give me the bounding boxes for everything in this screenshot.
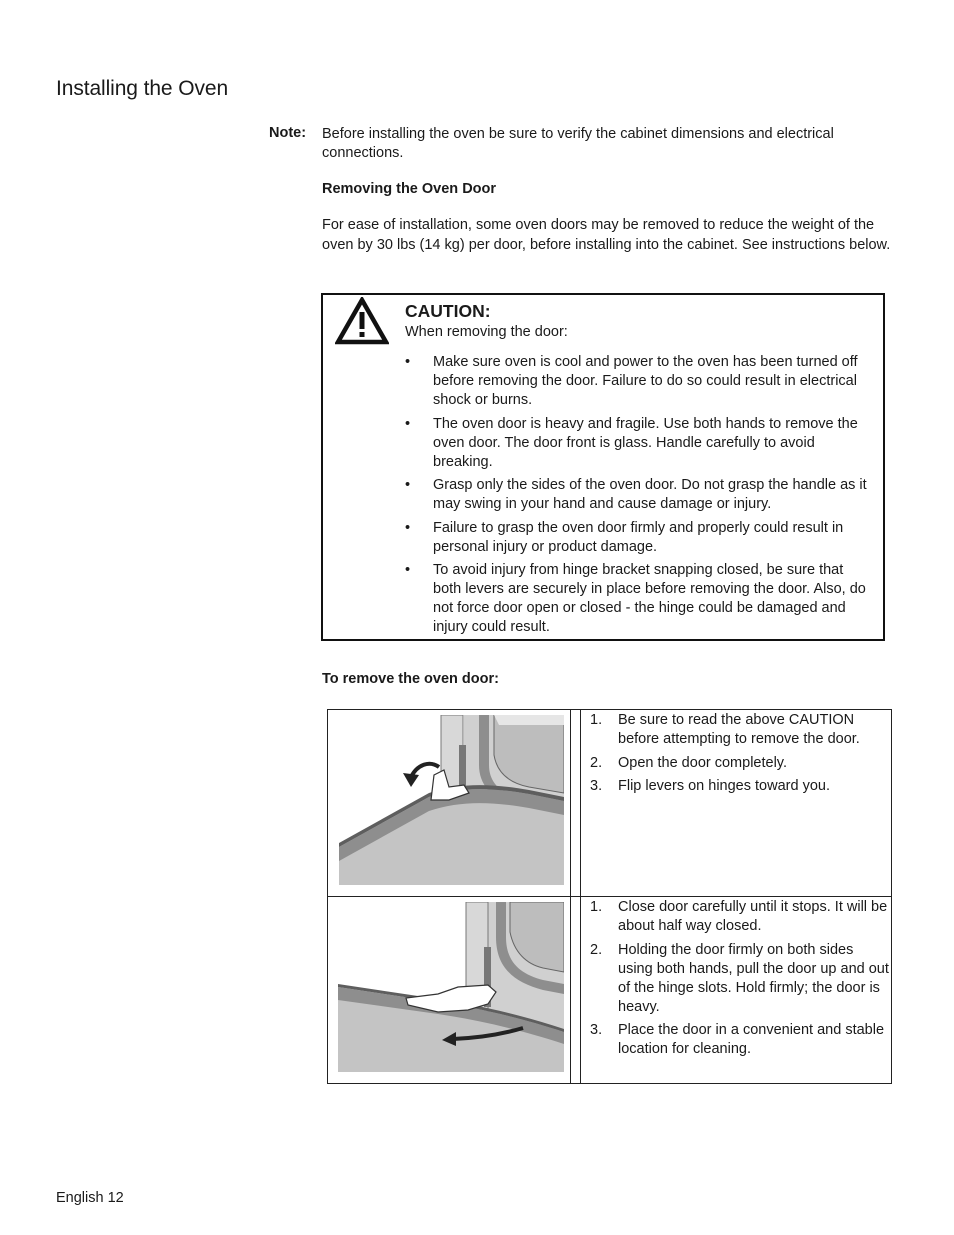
- caution-item: [405, 519, 875, 557]
- bullet: •: [405, 415, 411, 432]
- page-footer: English 12: [56, 1190, 124, 1206]
- caution-box: [321, 293, 885, 641]
- step-text: Close door carefully until it stops. It will be about half way closed.: [618, 899, 888, 934]
- step-number: 1.: [590, 899, 603, 915]
- caution-list: [405, 353, 875, 642]
- caution-title: CAUTION:: [405, 301, 491, 321]
- step-number: 2.: [590, 941, 603, 958]
- caution-subtitle: When removing the door:: [405, 324, 568, 340]
- step-text: Flip levers on hinges toward you.: [618, 778, 830, 794]
- step-text: Open the door completely.: [618, 754, 787, 771]
- step-text: Be sure to read the above CAUTION before attempting to remove the door.: [618, 712, 860, 747]
- remove-door-heading: To remove the oven door:: [322, 671, 499, 687]
- steps-table: [327, 709, 892, 1084]
- caution-item-text: Failure to grasp the oven door firmly and properly could result in personal injury or product damage.: [433, 519, 844, 555]
- step-list-1: [590, 711, 890, 801]
- warning-triangle-icon: [335, 297, 389, 345]
- list-item: [590, 711, 890, 749]
- caution-item-text: To avoid injury from hinge bracket snapping closed, be sure that both levers are securely in place before removing the door. Also, do not force door open or closed - the hinge could be damaged and injury could result.: [433, 562, 866, 635]
- list-item: [590, 754, 890, 773]
- caution-item-text: Make sure oven is cool and power to the oven has been turned off before removing the door. Failure to do so could result in electrical shock or burns.: [433, 354, 858, 408]
- bullet: •: [405, 562, 411, 578]
- caution-item: [405, 353, 875, 410]
- list-item: [590, 1021, 890, 1059]
- hinge-lever-illustration: [339, 715, 564, 885]
- caution-item-text: The oven door is heavy and fragile. Use both hands to remove the oven door. The door front is glass. Handle carefully to avoid breaking.: [433, 415, 858, 470]
- step-number: 3.: [590, 778, 603, 794]
- section-heading: Removing the Oven Door: [322, 181, 497, 197]
- caution-item-text: Grasp only the sides of the oven door. Do not grasp the handle as it may swing in your hand and cause damage or injury.: [433, 477, 867, 512]
- list-item: [590, 777, 890, 796]
- step-text: Place the door in a convenient and stable location for cleaning.: [618, 1022, 885, 1057]
- section-intro: For ease of installation, some oven doors may be removed to reduce the weight of the oven by 30 lbs (14 kg) per door, before installing into the cabinet. See instructions below.: [322, 217, 891, 253]
- step-number: 3.: [590, 1022, 603, 1038]
- caution-item: [405, 561, 875, 637]
- list-item: [590, 898, 890, 936]
- bullet: •: [405, 519, 411, 536]
- note-label: Note:: [269, 125, 307, 141]
- step-number: 2.: [590, 754, 603, 771]
- door-removal-illustration: [338, 902, 564, 1072]
- bullet: •: [405, 354, 411, 370]
- step-text: Holding the door firmly on both sides using both hands, pull the door up and out of the hinge slots. Hold firmly; the door is heavy.: [618, 941, 889, 1015]
- step-number: 1.: [590, 712, 603, 728]
- caution-item: [405, 415, 875, 472]
- step-list-2: [590, 898, 890, 1064]
- bullet: •: [405, 477, 411, 493]
- list-item: [590, 941, 890, 1017]
- caution-item: [405, 476, 875, 514]
- page-title: Installing the Oven: [56, 77, 229, 100]
- note-text: Before installing the oven be sure to verify the cabinet dimensions and electrical connections.: [322, 126, 834, 161]
- table-divider: [328, 896, 891, 897]
